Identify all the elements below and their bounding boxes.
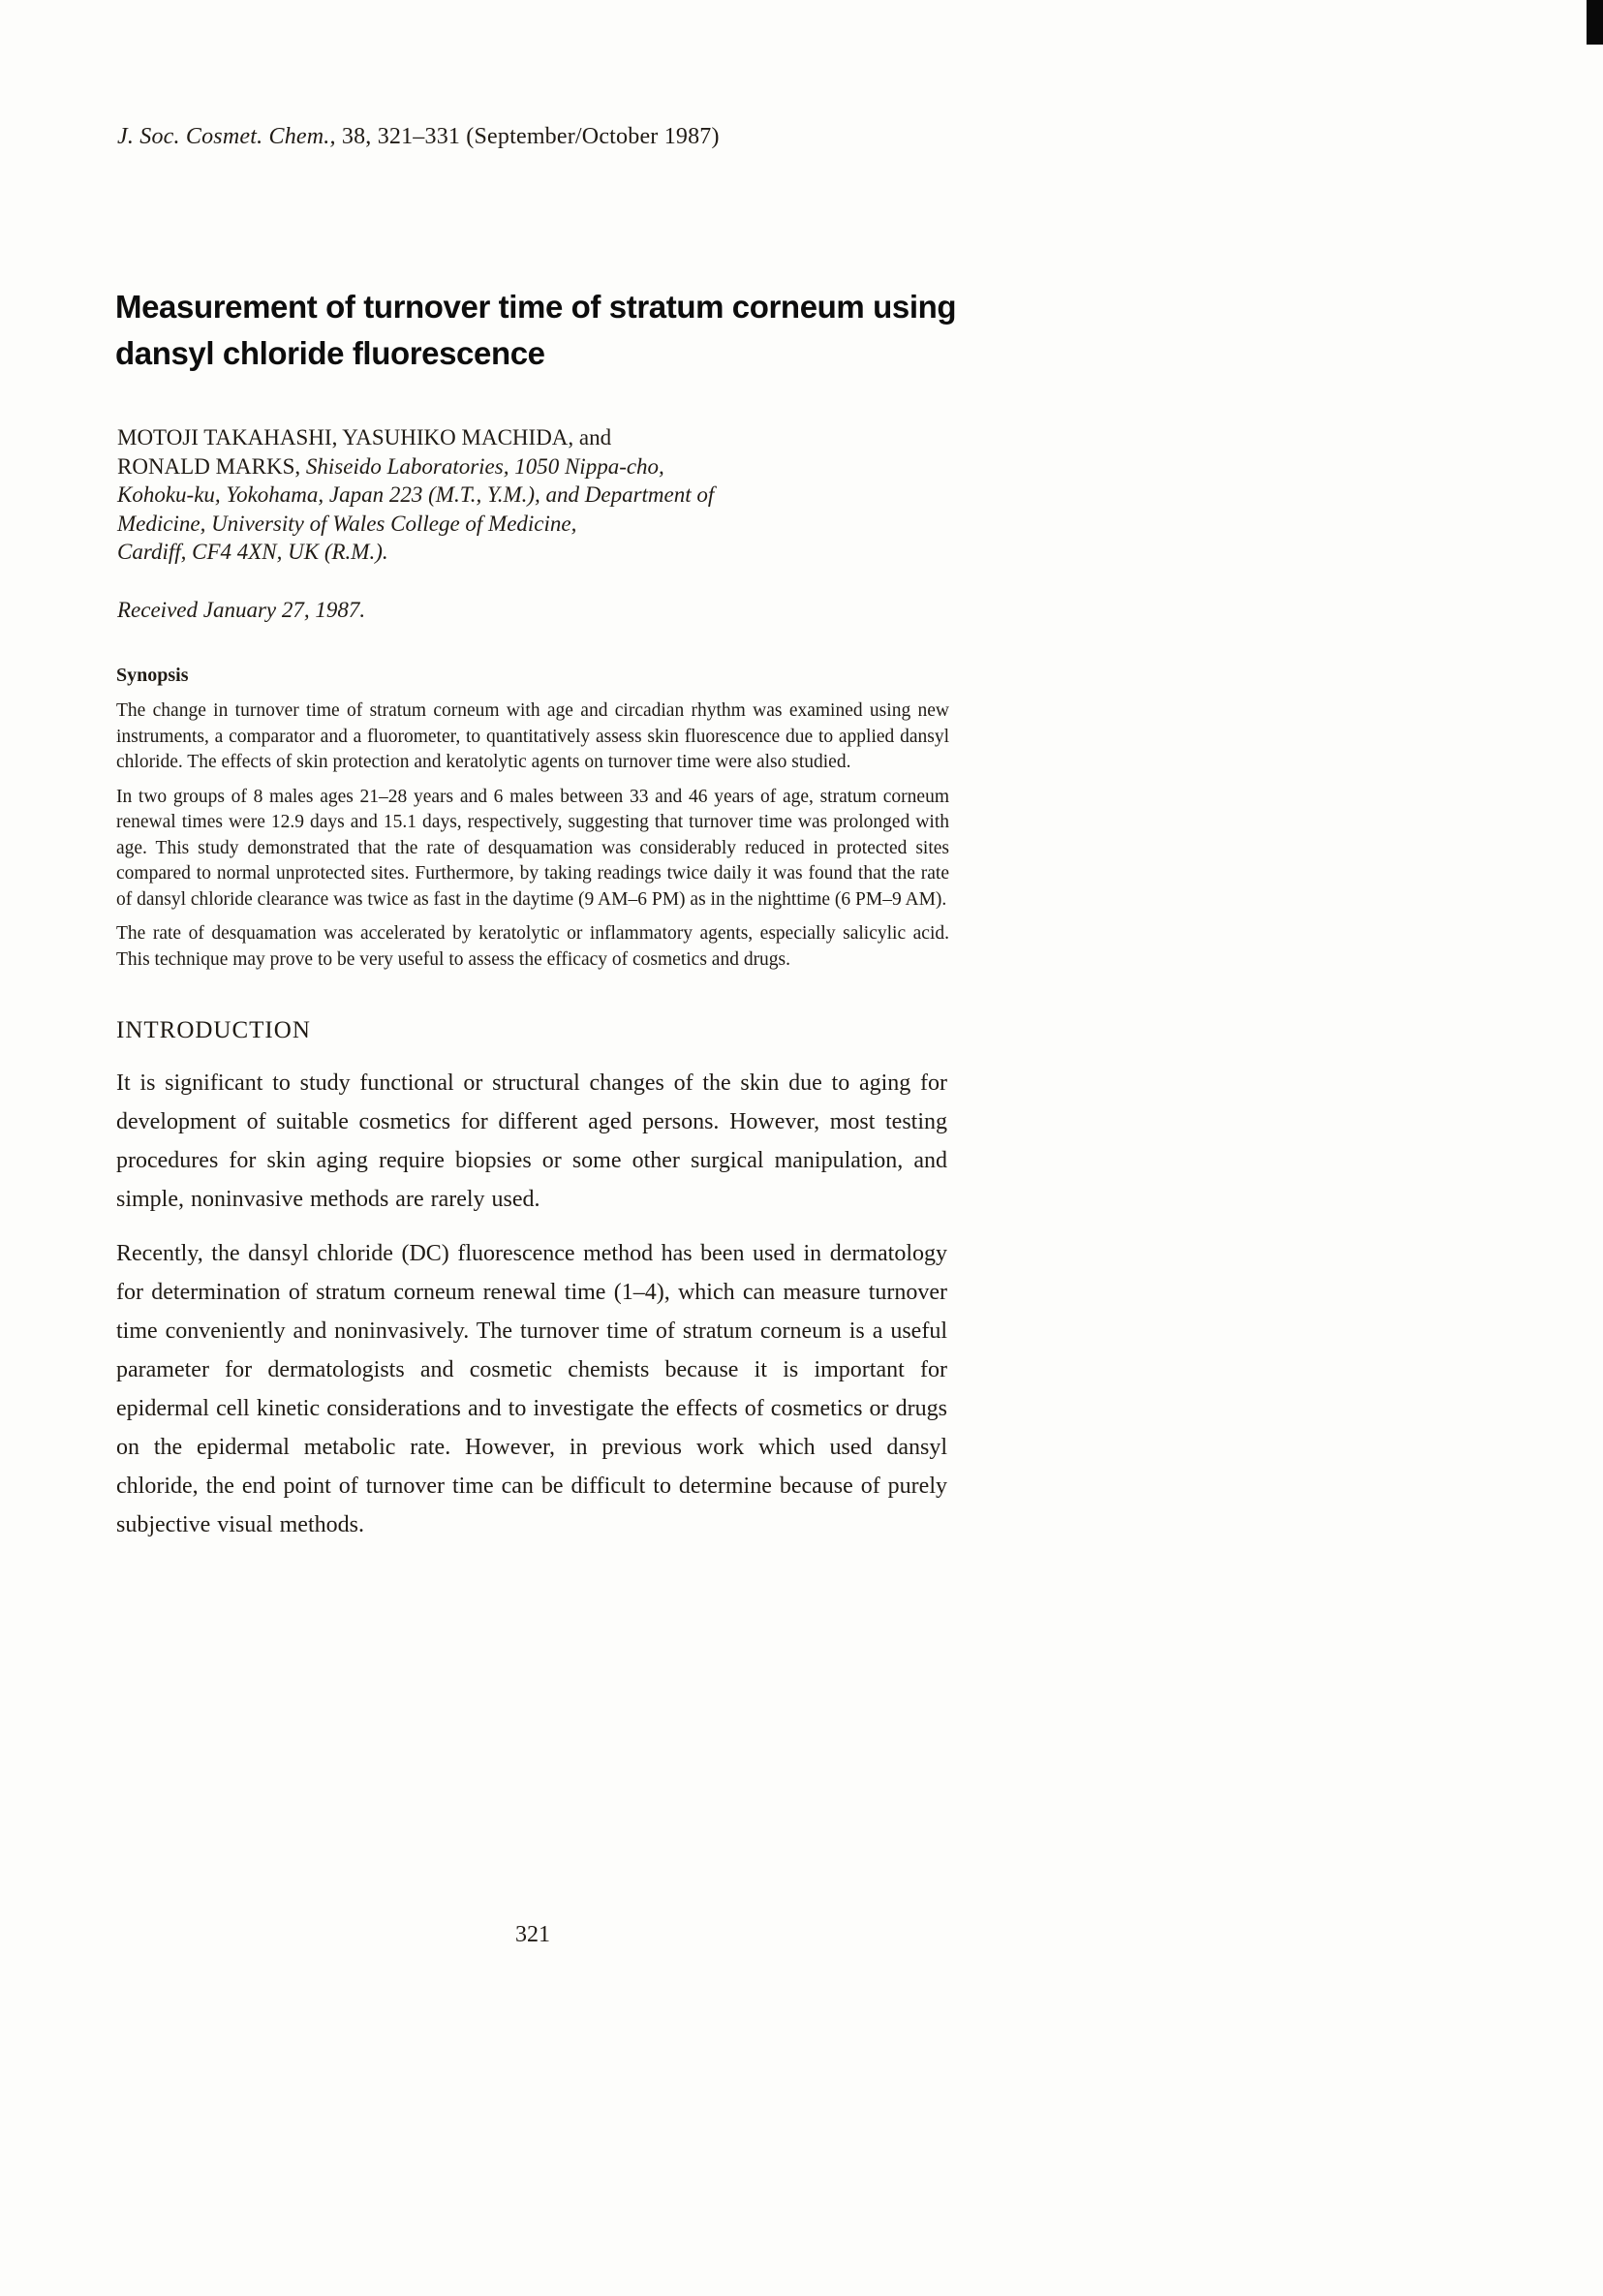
author-line [117, 481, 714, 510]
journal-citation [117, 124, 720, 150]
synopsis-section [116, 665, 949, 981]
author-line [117, 510, 714, 539]
article-title-line2: dansyl chloride fluorescence [115, 335, 545, 371]
article-title [115, 284, 956, 377]
author-affiliation: Medicine, University of Wales College of Medicine, [117, 511, 577, 536]
authors-block [117, 423, 714, 567]
author-affiliation: Cardiff, CF4 4XN, UK (R.M.). [117, 540, 388, 564]
synopsis-paragraph-2: In two groups of 8 males ages 21–28 years and 6 males between 33 and 46 years of age, stratum corneum renewal times were 12.9 days and 15.1 days, respectively, suggesting that turnover time was prolonged with age. This study demonstrated that the rate of desquamation was considerably reduced in protected sites compared to normal unprotected sites. Furthermore, by taking readings twice daily it was found that the rate of dansyl chloride clearance was twice as fast in the daytime (9 AM–6 PM) as in the nighttime (6 PM–9 AM). [116, 786, 949, 910]
scan-artifact-mark [1587, 0, 1603, 45]
synopsis-heading: Synopsis [116, 665, 189, 686]
synopsis-paragraph-3: The rate of desquamation was accelerated by keratolytic or inflammatory agents, especially salicylic acid. This technique may prove to be very useful to assess the efficacy of cosmetics and drugs. [116, 923, 949, 970]
received-date: Received January 27, 1987. [117, 598, 366, 622]
author-names: RONALD MARKS, [117, 453, 306, 479]
author-names: MOTOJI TAKAHASHI, YASUHIKO MACHIDA, and [117, 425, 612, 450]
introduction-paragraph-1: It is significant to study functional or structural changes of the skin due to aging for development of suitable cosmetics for different aged persons. However, most testing procedures for skin aging require biopsies or some other surgical manipulation, and simple, noninvasive methods are rarely used. [116, 1070, 947, 1212]
synopsis-paragraph-1: The change in turnover time of stratum corneum with age and circadian rhythm was examined using new instruments, a comparator and a fluorometer, to quantitatively assess skin fluorescence due to applied dansyl chloride. The effects of skin protection and keratolytic agents on turnover time were also studied. [116, 700, 949, 772]
introduction-section [116, 1017, 947, 1560]
article-title-line1: Measurement of turnover time of stratum corneum using [115, 289, 957, 325]
author-affiliation: Kohoku-ku, Yokohama, Japan 223 (M.T., Y.M.), and Department of [117, 482, 715, 507]
introduction-heading: INTRODUCTION [116, 1017, 311, 1043]
journal-citation-volume-pages: 38, 321–331 (September/October 1987) [335, 124, 720, 149]
author-line [117, 423, 714, 452]
author-line [117, 538, 714, 567]
journal-citation-title: J. Soc. Cosmet. Chem., [117, 124, 336, 149]
introduction-paragraph-2: Recently, the dansyl chloride (DC) fluorescence method has been used in dermatology for determination of stratum corneum renewal time (1–4), which can measure turnover time conveniently and noninvasively. The turnover time of stratum corneum is a useful parameter for dermatologists and cosmetic chemists because it is important for epidermal cell kinetic considerations and to investigate the effects of cosmetics or drugs on the epidermal metabolic rate. However, in previous work which used dansyl chloride, the end point of turnover time can be difficult to determine because of purely subjective visual methods. [116, 1241, 947, 1537]
author-line [117, 452, 714, 481]
page-number: 321 [515, 1922, 550, 1947]
author-affiliation: Shiseido Laboratories, 1050 Nippa-cho, [305, 453, 664, 479]
